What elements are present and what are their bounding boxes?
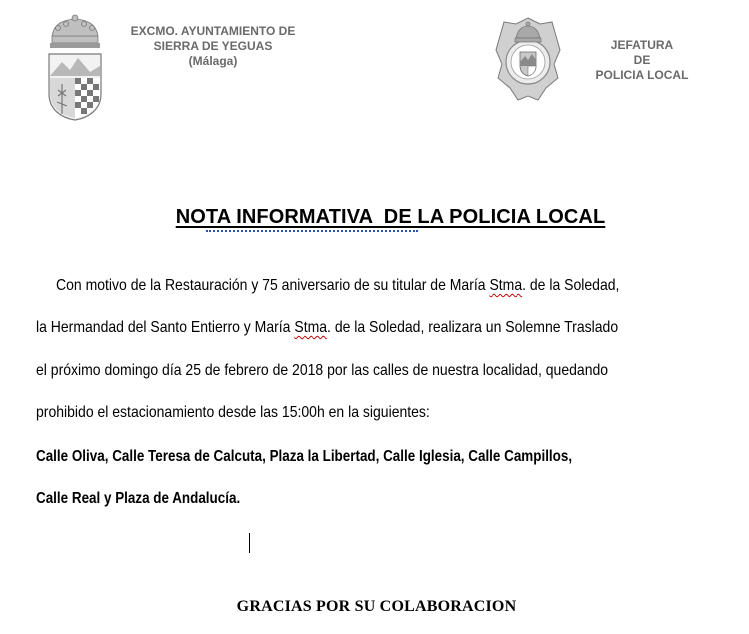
body-line-2-text: la Hermandad del Santo Entierro y María (36, 319, 295, 336)
body-line-1-text: Con motivo de la Restauración y 75 aniversario de su titular de María (56, 277, 490, 294)
police-line-3: POLICIA LOCAL (595, 68, 689, 82)
closing-thanks: GRACIAS POR SU COLABORACION (236, 598, 517, 615)
streets-line-1: Calle Oliva, Calle Teresa de Calcuta, Plaza la Libertad, Calle Iglesia, Calle Campillos, (36, 448, 573, 465)
town-hall-line-2: SIERRA DE YEGUAS (153, 39, 273, 53)
body-line-1 (56, 277, 619, 295)
text-cursor[interactable] (249, 533, 250, 553)
grammar-check-underline (206, 230, 418, 232)
streets-line-2: Calle Real y Plaza de Andalucía. (36, 490, 241, 507)
town-hall-line-3: (Málaga) (188, 54, 238, 68)
police-badge-emblem (494, 16, 562, 104)
body-line-1-end: . de la Soledad, (522, 277, 620, 294)
police-heading (580, 38, 704, 83)
body-line-3: el próximo domingo día 25 de febrero de 2018 por las calles de nuestra localidad, quedando (36, 362, 609, 379)
police-line-2: DE (633, 53, 651, 67)
body-line-4: prohibido el estacionamiento desde las 15:00h en la siguientes: (36, 404, 430, 421)
town-hall-line-1: EXCMO. AYUNTAMIENTO DE (130, 24, 296, 38)
municipal-coat-of-arms (44, 14, 106, 122)
body-line-2-end: . de la Soledad, realizara un Solemne Traslado (327, 319, 619, 336)
spellcheck-word: Stma (294, 319, 328, 336)
spellcheck-word: Stma (489, 277, 523, 294)
police-line-1: JEFATURA (610, 38, 674, 52)
town-hall-heading (110, 24, 316, 69)
document-title: NOTA INFORMATIVA DE LA POLICIA LOCAL (175, 206, 606, 228)
body-line-2 (36, 319, 618, 337)
